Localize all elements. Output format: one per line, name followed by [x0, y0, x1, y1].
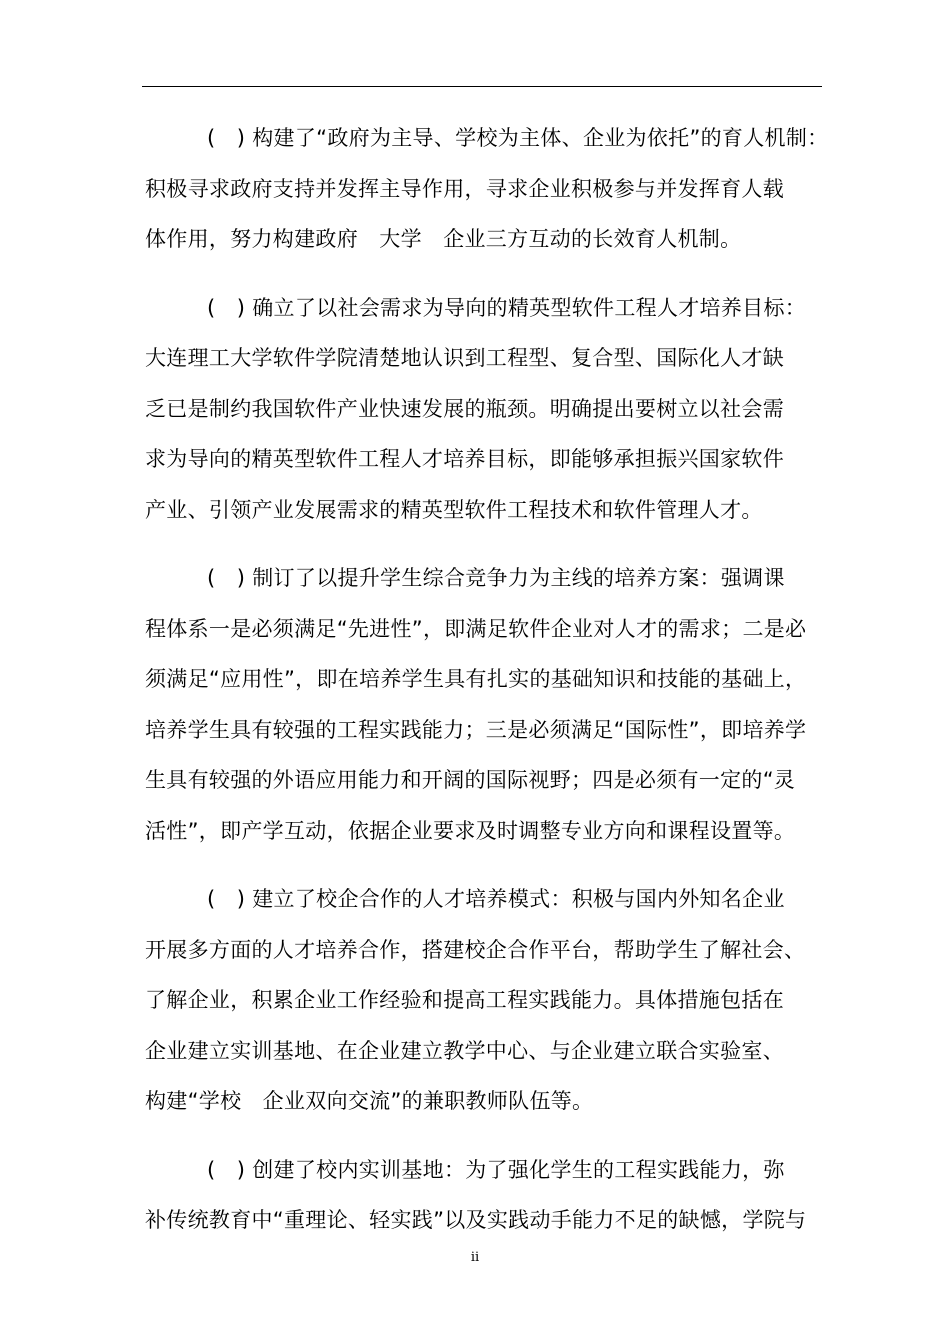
paragraph-4 [145, 874, 821, 1127]
paragraph-2 [145, 283, 821, 536]
text-line: 积极寻求政府支持并发挥主导作用，寻求企业积极参与并发挥育人载 [145, 176, 784, 201]
text-line: 活性”，即产学互动，依据企业要求及时调整专业方向和课程设置等。 [145, 818, 796, 843]
page-number: ii [470, 1250, 480, 1265]
paragraph-1 [145, 113, 829, 265]
text-line: ( ) 构建了“政府为主导、学校为主体、企业为依托”的育人机制： [207, 126, 829, 150]
text-line: 乏已是制约我国软件产业快速发展的瓶颈。明确提出要树立以社会需 [145, 396, 784, 421]
text-line: 体作用，努力构建政府 大学 企业三方互动的长效育人机制。 [145, 227, 742, 251]
header-rule [142, 86, 822, 87]
text-line: ( ) 制订了以提升学生综合竞争力为主线的培养方案：强调课 [207, 566, 785, 590]
text-line: 企业建立实训基地、在企业建立教学中心、与企业建立联合实验室、 [145, 1038, 784, 1063]
text-line: 构建“学校 企业双向交流”的兼职教师队伍等。 [145, 1089, 594, 1113]
text-line: ( ) 建立了校企合作的人才培养模式：积极与国内外知名企业 [207, 887, 785, 911]
text-line: 生具有较强的外语应用能力和开阔的国际视野；四是必须有一定的“灵 [145, 768, 796, 792]
document-body [145, 113, 829, 1264]
text-line: 程体系一是必须满足“先进性”，即满足软件企业对人才的需求；二是必 [145, 616, 807, 641]
text-line: 须满足“应用性”，即在培养学生具有扎实的基础知识和技能的基础上， [145, 667, 807, 691]
text-line: 开展多方面的人才培养合作，搭建校企合作平台，帮助学生了解社会、 [145, 937, 806, 962]
text-line: 了解企业，积累企业工作经验和提高工程实践能力。具体措施包括在 [145, 988, 784, 1012]
text-line: 产业、引领产业发展需求的精英型软件工程技术和软件管理人才。 [145, 497, 763, 522]
text-line: 培养学生具有较强的工程实践能力；三是必须满足“国际性”，即培养学 [145, 717, 807, 742]
text-line: 求为导向的精英型软件工程人才培养目标，即能够承担振兴国家软件 [145, 447, 784, 471]
paragraph-3 [145, 553, 821, 856]
text-line: 大连理工大学软件学院清楚地认识到工程型、复合型、国际化人才缺 [145, 346, 784, 370]
paragraph-5 [145, 1145, 821, 1246]
text-line: 补传统教育中“重理论、轻实践”以及实践动手能力不足的缺憾，学院与 [145, 1208, 807, 1232]
text-line: ( ) 确立了以社会需求为导向的精英型软件工程人才培养目标： [207, 295, 807, 320]
text-line: ( ) 创建了校内实训基地：为了强化学生的工程实践能力，弥 [207, 1157, 785, 1182]
